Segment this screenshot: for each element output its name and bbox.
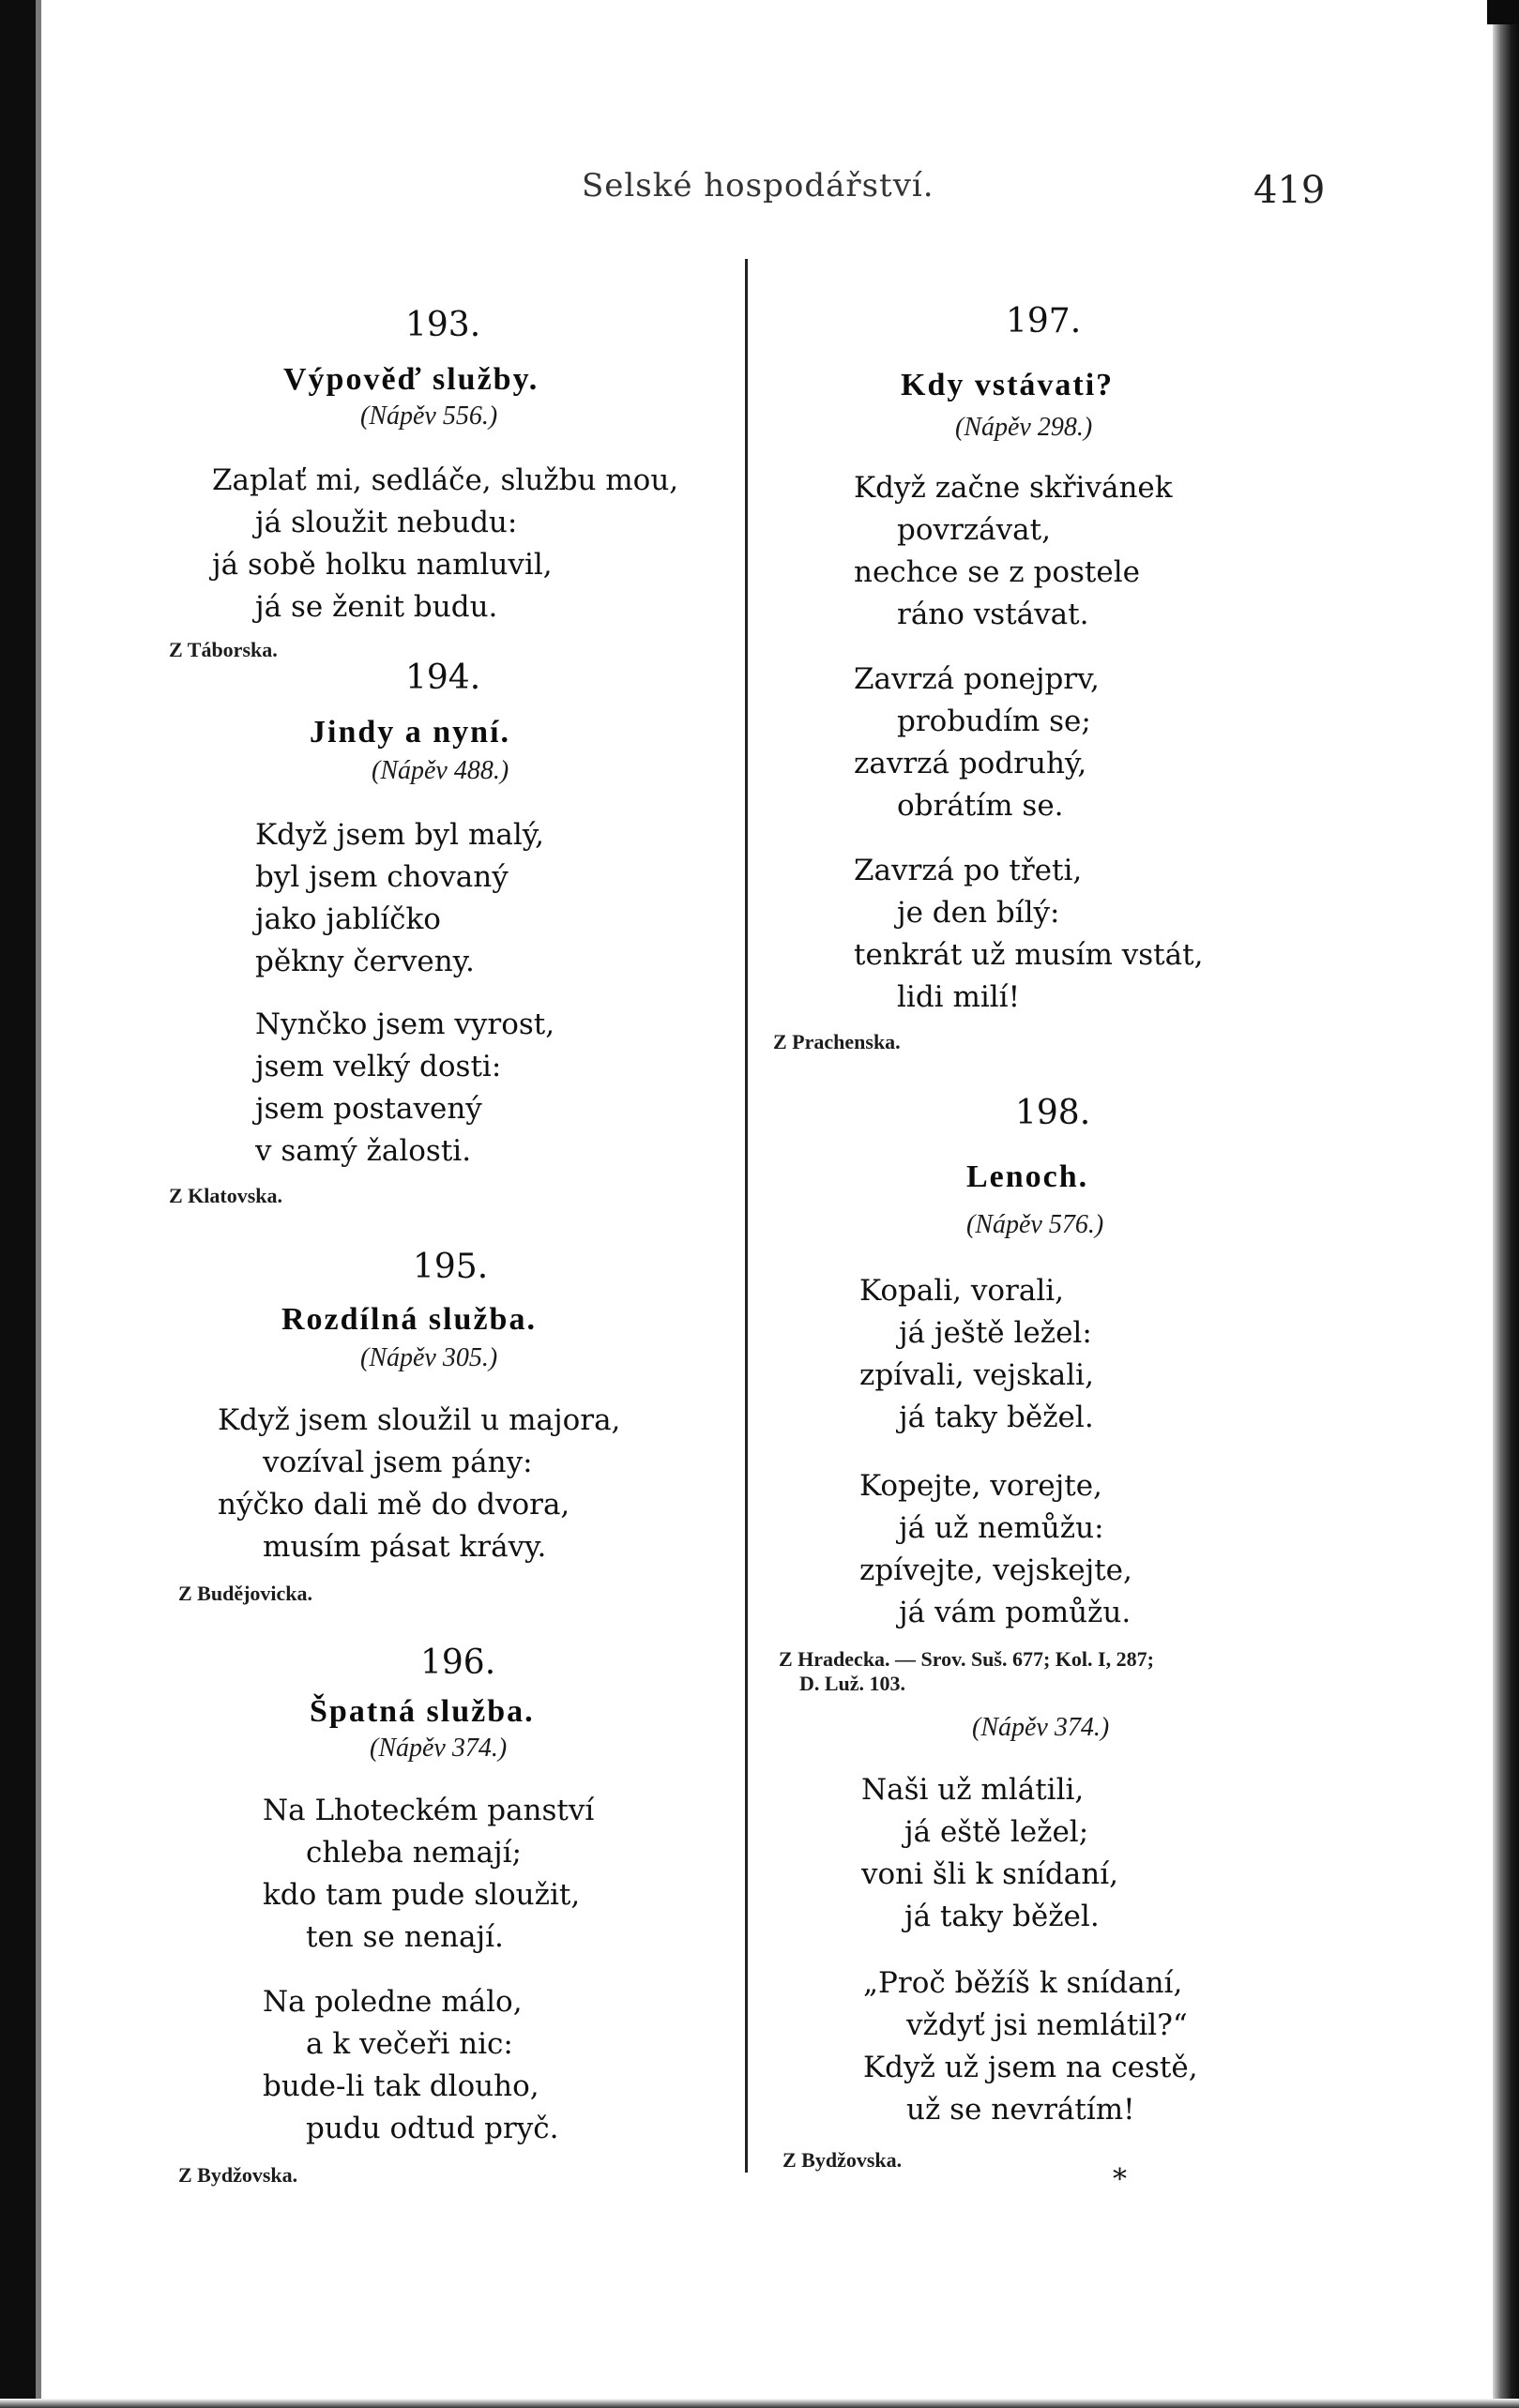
verse-line: už se nevrátím! [906, 2093, 1135, 2127]
verse-line: „Proč běžíš k snídaní, [863, 1966, 1183, 2000]
song-number: 197. [1006, 302, 1082, 341]
verse-line: chleba nemají; [306, 1836, 522, 1870]
verse-line: musím pásat krávy. [263, 1530, 547, 1564]
verse-line: Zaplať mi, sedláče, službu mou, [212, 463, 679, 497]
verse-line: pěkny červeny. [255, 945, 475, 978]
scan-corner-top-right [1487, 0, 1519, 24]
verse-line: já sloužit nebudu: [255, 506, 518, 539]
verse-line: lidi milí! [897, 980, 1021, 1014]
verse-line: obrátím se. [897, 789, 1064, 823]
source-note: Z Bydžovska. [782, 2148, 903, 2172]
source-note: Z Prachenska. [773, 1030, 901, 1053]
source-note: D. Luž. 103. [799, 1672, 906, 1695]
tune-reference: (Nápěv 576.) [966, 1210, 1104, 1239]
song-title: Kdy vstávati? [901, 368, 1115, 402]
source-note: Z Táborska. [169, 638, 278, 661]
song-number: 198. [1015, 1094, 1091, 1132]
verse-line: já taky běžel. [904, 1900, 1100, 1933]
source-note: Z Bydžovska. [178, 2163, 298, 2187]
song-number: 195. [413, 1248, 489, 1286]
verse-line: vozíval jsem pány: [263, 1446, 533, 1479]
verse-line: Na poledne málo, [263, 1985, 523, 2019]
verse-line: Když už jsem na cestě, [863, 2051, 1198, 2084]
end-asterisk: * [1113, 2163, 1127, 2196]
verse-line: pudu odtud pryč. [306, 2112, 559, 2145]
verse-line: nýčko dali mě do dvora, [218, 1488, 570, 1522]
verse-line: já sobě holku namluvil, [212, 548, 553, 582]
column-divider [745, 259, 748, 2173]
song-title: Rozdílná služba. [281, 1302, 537, 1337]
song-title: Výpověď služby. [283, 362, 539, 397]
verse-line: já taky běžel. [899, 1401, 1094, 1434]
verse-line: tenkrát už musím vstát, [854, 938, 1204, 972]
song-number: 194. [405, 659, 481, 697]
source-note: Z Hradecka. — Srov. Suš. 677; Kol. I, 287; [779, 1647, 1154, 1671]
verse-line: v samý žalosti. [255, 1134, 472, 1168]
verse-line: já už nemůžu: [899, 1511, 1104, 1545]
tune-reference: (Nápěv 374.) [972, 1713, 1110, 1742]
verse-line: Zavrzá po třeti, [854, 854, 1083, 887]
verse-line: vždyť jsi nemlátil?“ [906, 2008, 1188, 2042]
verse-line: Na Lhoteckém panství [263, 1794, 595, 1827]
scan-border-right [1493, 0, 1519, 2408]
verse-line: kdo tam pude sloužit, [263, 1878, 581, 1912]
song-number: 196. [420, 1643, 496, 1682]
source-note: Z Budějovicka. [178, 1582, 313, 1605]
scan-border-left-inner [36, 0, 41, 2408]
verse-line: já se ženit budu. [255, 590, 498, 624]
page-number: 419 [1253, 169, 1326, 212]
verse-line: nechce se z postele [854, 555, 1140, 589]
verse-line: zavrzá podruhý, [854, 747, 1087, 780]
verse-line: ráno vstávat. [897, 598, 1089, 631]
verse-line: voni šli k snídaní, [861, 1857, 1118, 1891]
verse-line: Když jsem sloužil u majora, [218, 1403, 621, 1437]
song-title: Lenoch. [966, 1159, 1089, 1194]
verse-line: jsem velký dosti: [255, 1050, 502, 1083]
running-title: Selské hospodářství. [582, 167, 934, 204]
tune-reference: (Nápěv 374.) [370, 1734, 508, 1763]
verse-line: já eště ležel; [904, 1815, 1089, 1849]
verse-line: povrzávat, [897, 513, 1051, 547]
verse-line: já ještě ležel: [899, 1316, 1092, 1350]
verse-line: Naši už mlátili, [861, 1773, 1085, 1807]
tune-reference: (Nápěv 556.) [360, 401, 498, 431]
source-note: Z Klatovska. [169, 1184, 283, 1207]
tune-reference: (Nápěv 305.) [360, 1343, 498, 1372]
verse-line: Kopali, vorali, [859, 1274, 1065, 1308]
verse-line: zpívejte, vejskejte, [859, 1553, 1132, 1587]
verse-line: Kopejte, vorejte, [859, 1469, 1102, 1503]
song-title: Špatná služba. [310, 1694, 535, 1729]
verse-line: Zavrzá ponejprv, [854, 662, 1100, 696]
verse-line: jako jablíčko [255, 902, 441, 936]
verse-line: byl jsem chovaný [255, 860, 509, 894]
verse-line: bude-li tak dlouho, [263, 2069, 539, 2103]
verse-line: Když začne skřivánek [854, 471, 1173, 505]
verse-line: je den bílý: [897, 896, 1060, 930]
verse-line: ten se nenají. [306, 1920, 504, 1954]
verse-line: probudím se; [897, 704, 1091, 738]
verse-line: já vám pomůžu. [899, 1596, 1132, 1629]
scan-border-bottom [0, 2399, 1519, 2408]
scan-border-left [0, 0, 36, 2408]
tune-reference: (Nápěv 488.) [372, 756, 509, 785]
tune-reference: (Nápěv 298.) [955, 413, 1093, 442]
song-title: Jindy a nyní. [310, 715, 511, 750]
verse-line: Když jsem byl malý, [255, 818, 544, 852]
song-number: 193. [405, 306, 481, 344]
verse-line: jsem postavený [255, 1092, 482, 1126]
verse-line: a k večeři nic: [306, 2027, 513, 2061]
verse-line: Nynčko jsem vyrost, [255, 1007, 555, 1041]
verse-line: zpívali, vejskali, [859, 1358, 1094, 1392]
